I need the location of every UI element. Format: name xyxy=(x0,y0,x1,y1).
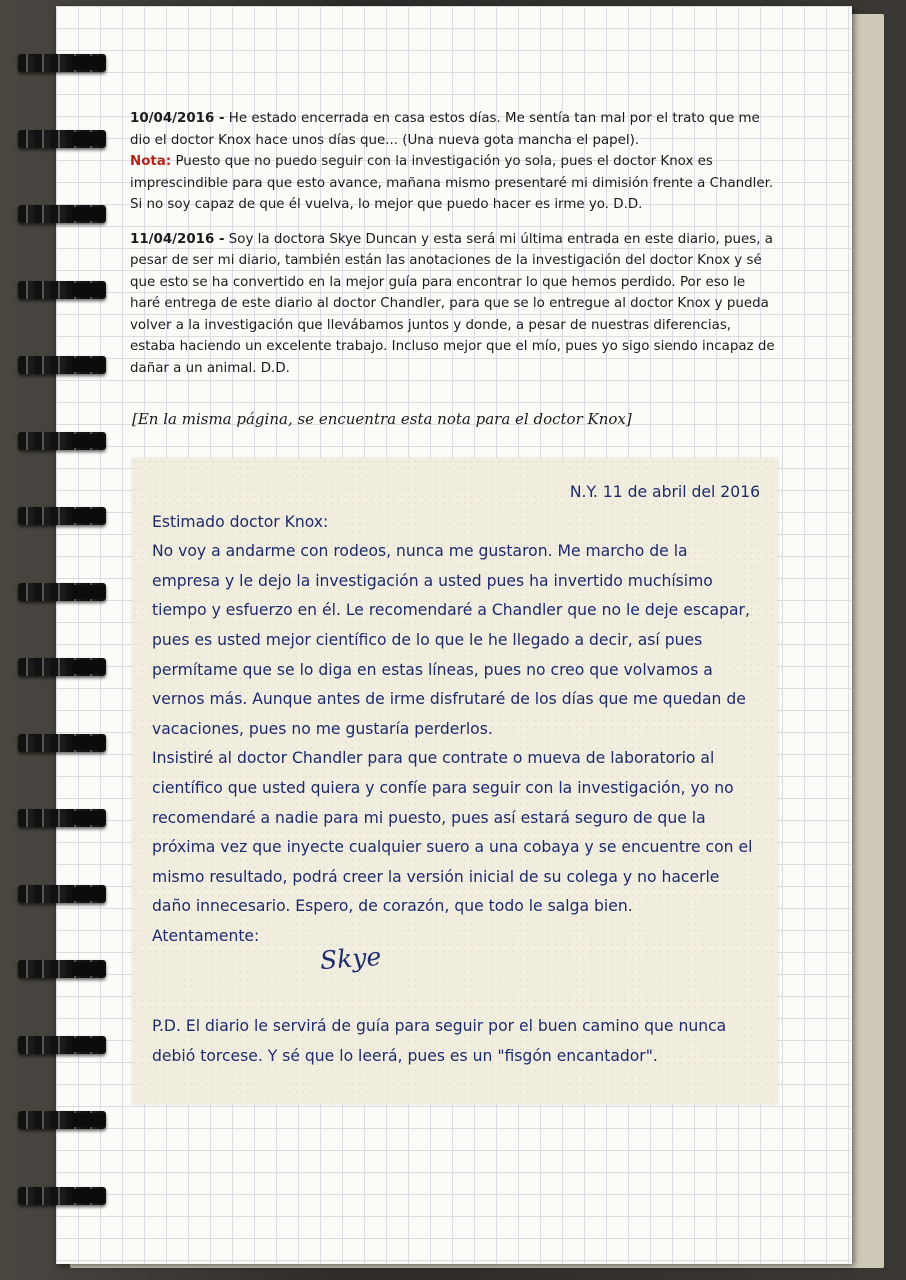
nota-text: Puesto que no puedo seguir con la investigación yo sola, pues el doctor Knox es imprescindible para que esto avance, mañana mismo presentaré mi dimisión frente a Chandler. Si no soy capaz de que él vuelva, lo mejor que puedo hacer es irme yo. D.D. xyxy=(130,154,774,212)
letter-paper xyxy=(132,458,778,1104)
spiral-ring xyxy=(14,352,106,378)
entry-text: Soy la doctora Skye Duncan y esta será mi última entrada en este diario, pues, a pesar de ser mi diario, también están las anotaciones de la investigación del doctor Knox y sé que esto se ha convertido en la mejor guía para encontrar lo que hemos perdido. Por eso le haré entrega de este diario al doctor Chandler, para que se lo entregue al doctor Knox y pueda volver a la investigación que llevábamos juntos y donde, a pesar de nuestras diferencias, estaba haciendo un excelente trabajo. Incluso mejor que el mío, pues yo sigo siendo incapaz de dañar a un animal. D.D. xyxy=(130,231,775,376)
spiral-ring xyxy=(14,201,106,227)
spiral-ring xyxy=(14,1107,106,1133)
letter-postscript: P.D. El diario le servirá de guía para seguir por el buen camino que nunca debió torcese. Y sé que lo leerá, pues es un "fisgón encantador". xyxy=(152,1017,727,1065)
spiral-ring xyxy=(14,1032,106,1058)
spiral-ring xyxy=(14,503,106,529)
spiral-ring xyxy=(14,50,106,76)
spiral-ring xyxy=(14,730,106,756)
letter-text xyxy=(152,478,760,952)
spiral-ring xyxy=(14,126,106,152)
letter-closing: Atentamente: xyxy=(152,926,260,945)
diary-entry-1 xyxy=(130,108,775,216)
diary-entries xyxy=(130,108,775,392)
entry-date: 11/04/2016 - xyxy=(130,231,225,247)
letter-paragraph: No voy a andarme con rodeos, nunca me gustaron. Me marcho de la empresa y le dejo la investigación a usted pues ha invertido muchísimo tiempo y esfuerzo en él. Le recomendaré a Chandler que no le deje escapar, pues es usted mejor científico de lo que le he llegado a decir, así pues permítame que se lo diga en estas líneas, pues no creo que volvamos a vernos más. Aunque antes de irme disfrutaré de los días que me quedan de vacaciones, pues no me gustaría perderlos. xyxy=(152,542,750,738)
spiral-ring xyxy=(14,1183,106,1209)
spiral-ring xyxy=(14,881,106,907)
signature: Skye xyxy=(319,941,383,976)
letter-paragraph: Insistiré al doctor Chandler para que contrate o mueva de laboratorio al científico que usted quiera y confíe para seguir con la investigación, yo no recomendaré a nadie para mi puesto, pues así estará seguro de que la próxima vez que inyecte cualquier suero a una cobaya y se encuentre con el mismo resultado, podrá creer la versión inicial de su colega y no hacerle daño innecesario. Espero, de corazón, que todo le salga bien. xyxy=(152,749,753,916)
letter-date: N.Y. 11 de abril del 2016 xyxy=(569,483,760,501)
spiral-ring xyxy=(14,428,106,454)
spiral-ring xyxy=(14,805,106,831)
diary-entry-2 xyxy=(130,229,775,380)
spiral-ring xyxy=(14,654,106,680)
spiral-ring xyxy=(14,956,106,982)
entry-text: He estado encerrada en casa estos días. Me sentía tan mal por el trato que me dio el doctor Knox hace unos días que... (Una nueva gota mancha el papel). xyxy=(130,111,760,148)
spiral-binding xyxy=(14,50,114,1230)
letter-greeting: Estimado doctor Knox: xyxy=(152,512,329,531)
spiral-ring xyxy=(14,579,106,605)
nota-label: Nota: xyxy=(130,154,172,169)
entry-date: 10/04/2016 - xyxy=(130,111,225,126)
page-note: [En la misma página, se encuentra esta nota para el doctor Knox] xyxy=(132,410,632,428)
letter-body xyxy=(152,537,760,922)
spiral-ring xyxy=(14,277,106,303)
